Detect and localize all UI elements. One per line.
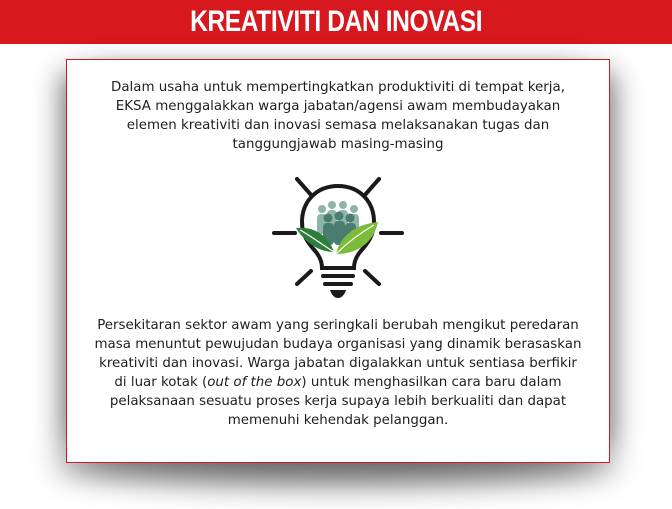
body-paragraph [91, 316, 585, 430]
body-text-start: Persekitaran sektor awam yang seringkali berubah mengikut peredaran masa menuntut pewujudan budaya organisasi yang dinamik berasaskan kreativiti dan inovasi. Warga jabatan digalakkan untuk sentiasa berfikir di luar kotak ( [94, 318, 582, 390]
body-text-end: ) untuk menghasilkan cara baru dalam pelaksanaan sesuatu proses kerja supaya lebih berkualiti dan dapat memenuhi kehendak pelanggan. [109, 375, 567, 428]
lightbulb-people-leaves-icon [270, 172, 406, 302]
intro-paragraph: Dalam usaha untuk mempertingkatkan produktiviti di tempat kerja, EKSA menggalakkan warga jabatan/agensi awam membudayakan elemen kreativiti dan inovasi semasa melaksanakan tugas dan tanggungjawab masing-masing [111, 80, 565, 152]
title-banner [0, 0, 672, 44]
content-card [66, 59, 610, 463]
page-title: KREATIVITI DAN INOVASI [189, 5, 483, 38]
body-text-italic: out of the box [207, 375, 302, 390]
